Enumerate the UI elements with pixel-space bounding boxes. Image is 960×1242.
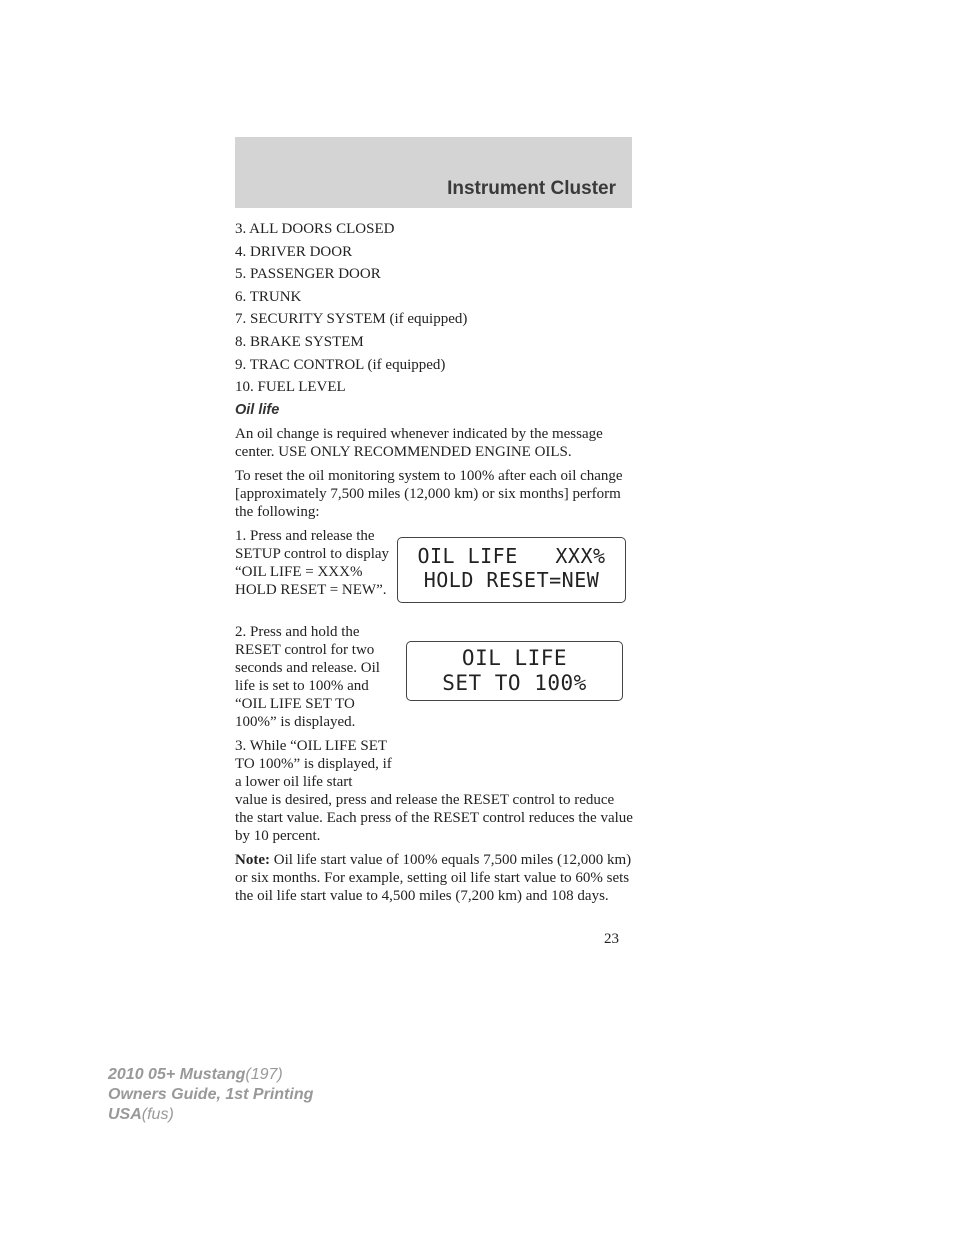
list-item: 6. TRUNK	[235, 288, 302, 305]
list-item: 9. TRAC CONTROL (if equipped)	[235, 356, 446, 373]
display-line: OIL LIFE XXX%	[417, 544, 606, 568]
list-item: 3. ALL DOORS CLOSED	[235, 221, 395, 237]
message-center-display-set-100	[406, 641, 623, 701]
footer-market: USA	[108, 1106, 142, 1123]
step-1: 1. Press and release the SETUP control to display “OIL LIFE = XXX% HOLD RESET = NEW”.	[235, 527, 390, 598]
paragraph-reset-intro: To reset the oil monitoring system to 100% after each oil change [approximately 7,500 miles (12,000 km) or six months] perform the following:	[235, 467, 623, 520]
display-line: OIL LIFE	[461, 646, 568, 670]
list-item: 10. FUEL LEVEL	[235, 379, 346, 396]
footer-market-code: (fus)	[141, 1106, 174, 1123]
footer-print-info	[108, 1065, 313, 1125]
paragraph-oil-change: An oil change is required whenever indicated by the message center. USE ONLY RECOMMENDED ENGINE OILS.	[235, 425, 603, 460]
display-line: SET TO 100%	[442, 671, 587, 695]
footer-line	[108, 1065, 313, 1085]
page-number: 23	[604, 931, 619, 947]
list-item: 7. SECURITY SYSTEM (if equipped)	[235, 311, 468, 328]
footer-model: 2010 05+ Mustang	[108, 1066, 246, 1083]
step-3-continued: value is desired, press and release the RESET control to reduce the start value. Each press of the RESET control reduces the value by 10 percent.	[235, 791, 633, 844]
footer-line	[108, 1105, 313, 1125]
step-2: 2. Press and hold the RESET control for two seconds and release. Oil life is set to 100% and “OIL LIFE SET TO 100%” is displayed.	[235, 623, 380, 730]
footer-edition: Owners Guide, 1st Printing	[108, 1086, 314, 1103]
message-center-display-hold-reset	[397, 537, 626, 603]
display-line: HOLD RESET=NEW	[423, 568, 600, 592]
footer-model-code: (197)	[245, 1066, 283, 1083]
list-item: 8. BRAKE SYSTEM	[235, 333, 364, 350]
section-heading-oil-life: Oil life	[235, 401, 280, 418]
note-text: Oil life start value of 100% equals 7,500 miles (12,000 km) or six months. For example, setting oil life start value to 60% sets the oil life start value to 4,500 miles (7,200 km) and 108 days.	[235, 851, 632, 904]
step-3-start: 3. While “OIL LIFE SET TO 100%” is displayed, if a lower oil life start	[235, 737, 392, 790]
header-band	[235, 137, 632, 208]
list-item: 4. DRIVER DOOR	[235, 243, 353, 260]
note-paragraph	[235, 851, 635, 905]
list-item: 5. PASSENGER DOOR	[235, 266, 381, 283]
note-label: Note:	[235, 851, 270, 868]
footer-line	[108, 1085, 313, 1105]
page-title: Instrument Cluster	[447, 178, 616, 199]
